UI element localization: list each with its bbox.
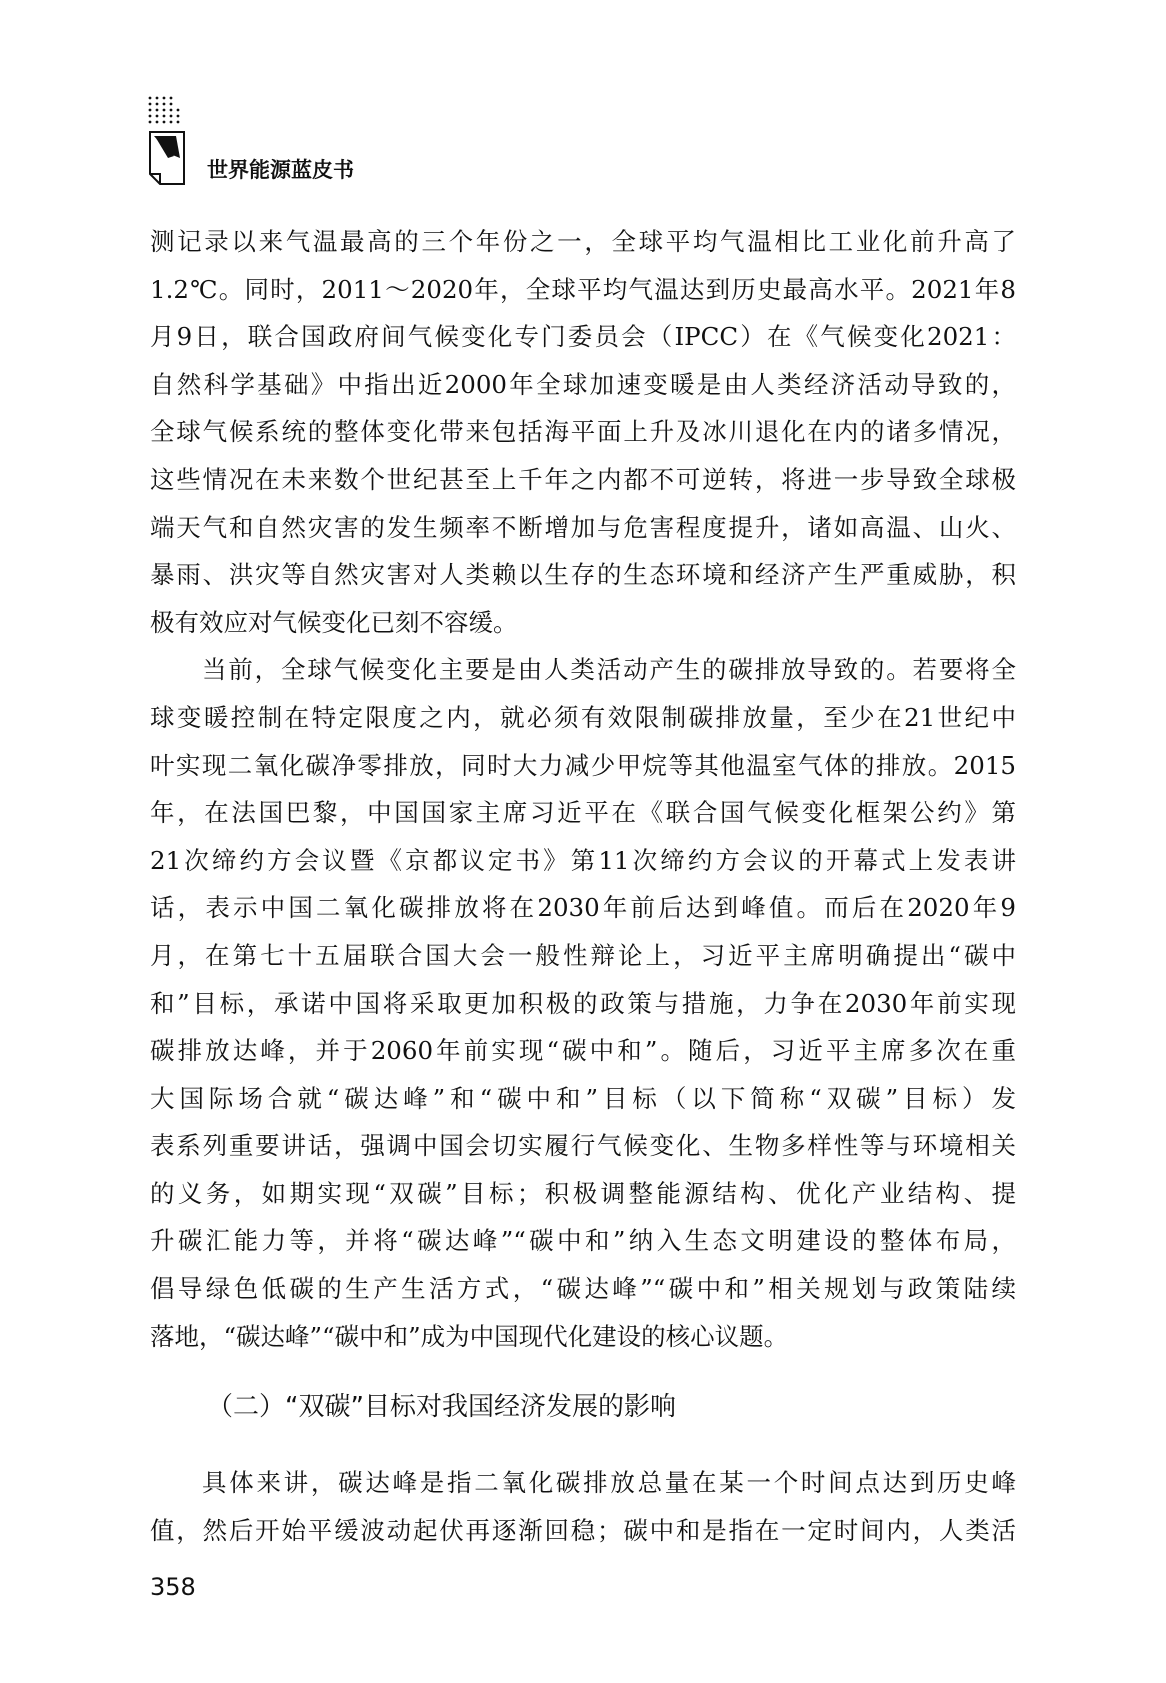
text-line: 月9日，联合国政府间气候变化专门委员会（IPCC）在《气候变化2021： [150, 322, 1016, 352]
text-line: 21次缔约方会议暨《京都议定书》第11次缔约方会议的开幕式上发表讲 [150, 845, 1016, 875]
text-line: 自然科学基础》中指出近2000年全球加速变暖是由人类经济活动导致的， [150, 369, 1016, 399]
book-corner-icon [148, 96, 198, 196]
text-line: 月，在第七十五届联合国大会一般性辩论上，习近平主席明确提出“碳中 [150, 940, 1016, 970]
section-heading: （二）“双碳”目标对我国经济发展的影响 [207, 1392, 676, 1422]
text-line: 测记录以来气温最高的三个年份之一，全球平均气温相比工业化前升高了 [150, 227, 1016, 256]
text-line: 叶实现二氧化碳净零排放，同时大力减少甲烷等其他温室气体的排放。2015 [150, 750, 1016, 780]
body-text [150, 218, 1016, 1360]
text-line: 升碳汇能力等，并将“碳达峰”“碳中和”纳入生态文明建设的整体布局， [150, 1226, 1016, 1256]
text-line: 极有效应对气候变化已刻不容缓。 [150, 607, 518, 637]
text-line: 全球气候系统的整体变化带来包括海平面上升及冰川退化在内的诸多情况， [150, 417, 1016, 447]
text-line: 倡导绿色低碳的生产生活方式，“碳达峰”“碳中和”相关规划与政策陆续 [150, 1274, 1016, 1304]
text-line: 话，表示中国二氧化碳排放将在2030年前后达到峰值。而后在2020年9 [150, 893, 1016, 923]
text-line: 暴雨、洪灾等自然灾害对人类赖以生存的生态环境和经济产生严重威胁，积 [150, 560, 1016, 590]
text-line: 表系列重要讲话，强调中国会切实履行气候变化、生物多样性等与环境相关 [150, 1131, 1016, 1161]
text-line: 和”目标，承诺中国将采取更加积极的政策与措施，力争在2030年前实现 [150, 988, 1016, 1018]
text-line: 这些情况在未来数个世纪甚至上千年之内都不可逆转，将进一步导致全球极 [150, 464, 1016, 494]
text-line: 大国际场合就“碳达峰”和“碳中和”目标（以下简称“双碳”目标）发 [150, 1083, 1016, 1113]
text-line: 落地，“碳达峰”“碳中和”成为中国现代化建设的核心议题。 [150, 1321, 789, 1351]
book-series-title: 世界能源蓝皮书 [207, 158, 354, 182]
text-line: 球变暖控制在特定限度之内，就必须有效限制碳排放量，至少在21世纪中 [150, 702, 1016, 732]
text-line: 碳排放达峰，并于2060年前实现“碳中和”。随后，习近平主席多次在重 [150, 1036, 1016, 1066]
text-line: 具体来讲，碳达峰是指二氧化碳排放总量在某一个时间点达到历史峰 [202, 1468, 1016, 1497]
page-number: 358 [150, 1573, 196, 1601]
text-line: 值，然后开始平缓波动起伏再逐渐回稳；碳中和是指在一定时间内，人类活 [150, 1515, 1016, 1545]
text-line: 端天气和自然灾害的发生频率不断增加与危害程度提升，诸如高温、山火、 [150, 512, 1016, 542]
text-line: 年，在法国巴黎，中国国家主席习近平在《联合国气候变化框架公约》第 [150, 798, 1016, 828]
text-line: 的义务，如期实现“双碳”目标；积极调整能源结构、优化产业结构、提 [150, 1178, 1016, 1208]
body-text [150, 1459, 1016, 1554]
text-line: 当前，全球气候变化主要是由人类活动产生的碳排放导致的。若要将全 [202, 655, 1016, 685]
text-line: 1.2℃。同时，2011～2020年，全球平均气温达到历史最高水平。2021年8 [150, 274, 1016, 304]
